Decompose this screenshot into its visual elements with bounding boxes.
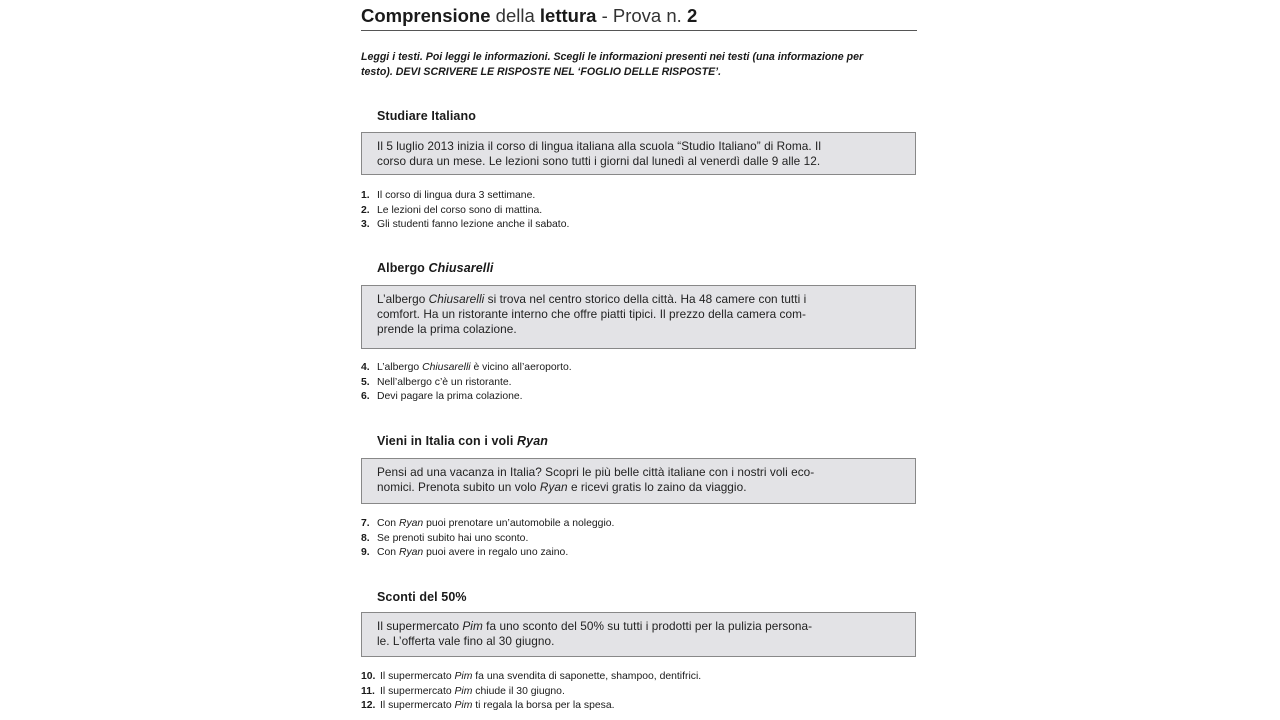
instructions-line-2: testo). DEVI SCRIVERE LE RISPOSTE NEL ‘FOGLIO DELLE RISPOSTE’.: [361, 66, 722, 78]
text-run-italic: Chiusarelli: [428, 292, 485, 306]
text-run-italic: Pim: [462, 619, 483, 633]
text-line: [377, 619, 901, 634]
statement-list: [361, 361, 916, 405]
statement-number: 3.: [361, 219, 370, 231]
text-run-italic: Ryan: [539, 480, 568, 494]
statement-number: 7.: [361, 518, 370, 529]
text-run-italic: Ryan: [398, 518, 424, 529]
statement-number: 4.: [361, 362, 370, 373]
statement-item: [361, 376, 916, 391]
reading-text-box: [361, 132, 916, 175]
title-word-della: della: [490, 5, 540, 26]
statement-text: [377, 361, 572, 376]
text-run: L’albergo: [377, 292, 429, 306]
section-title-italic: Ryan: [517, 434, 548, 448]
text-run: fa una svendita di saponette, shampoo, dentifrici.: [472, 671, 702, 682]
title-prova-number: 2: [686, 5, 698, 26]
text-run: e ricevi gratis lo zaino da viaggio.: [567, 480, 747, 494]
text-run: ti regala la borsa per la spesa.: [472, 700, 615, 712]
text-run: Il supermercato: [380, 700, 455, 712]
text-run: è vicino all’aeroporto.: [470, 362, 572, 373]
statement-item: [361, 361, 916, 376]
statement-text: [380, 699, 615, 714]
instructions-line-1: Leggi i testi. Poi leggi le informazioni. Scegli le informazioni presenti nei testi (una informazione per: [361, 51, 864, 63]
statement-text: [377, 546, 568, 561]
text-run-italic: Chiusarelli: [422, 362, 471, 373]
section-title: Sconti del 50%: [377, 590, 467, 604]
text-run-italic: Pim: [454, 700, 473, 712]
statement-list: [361, 189, 916, 233]
statement-item: [361, 670, 916, 685]
statement-item: [361, 204, 916, 219]
statement-item: [361, 546, 916, 561]
title-word-comprensione: Comprensione: [361, 5, 491, 26]
statement-text: [380, 670, 701, 685]
statement-item: [361, 532, 916, 547]
reading-text-box: [361, 458, 916, 504]
text-line: comfort. Ha un ristorante interno che offre piatti tipici. Il prezzo della camera com-: [377, 307, 806, 321]
text-run: L’albergo: [377, 362, 423, 373]
reading-text-box: [361, 612, 916, 657]
text-run: Il supermercato: [380, 671, 455, 682]
text-run-italic: Pim: [454, 671, 473, 682]
statement-number: 5.: [361, 376, 370, 388]
section-title: [377, 434, 548, 448]
statement-text: Le lezioni del corso sono di mattina.: [377, 204, 543, 216]
statement-text: Devi pagare la prima colazione.: [377, 391, 523, 403]
statement-number: 11.: [361, 685, 375, 697]
statement-item: [361, 390, 916, 405]
text-line: [377, 480, 901, 495]
statement-item: [361, 218, 916, 233]
title-prova-label: - Prova n.: [596, 5, 687, 26]
text-run: puoi avere in regalo uno zaino.: [423, 547, 569, 559]
section-title: [377, 261, 494, 275]
reading-text-box: [361, 285, 916, 349]
text-line: Il 5 luglio 2013 inizia il corso di lingua italiana alla scuola “Studio Italiano” di Roma. Il: [377, 139, 821, 153]
statement-text: Nell’albergo c’è un ristorante.: [377, 376, 512, 388]
text-line: Pensi ad una vacanza in Italia? Scopri le più belle città italiane con i nostri voli eco-: [377, 465, 815, 479]
text-run: Il supermercato: [380, 685, 455, 697]
statement-list: [361, 670, 916, 714]
instructions: [361, 50, 921, 80]
text-run: puoi prenotare un’automobile a noleggio.: [423, 518, 615, 529]
statement-text: Se prenoti subito hai uno sconto.: [377, 532, 529, 544]
text-run: nomici. Prenota subito un volo: [377, 480, 540, 494]
statement-number: 9.: [361, 547, 370, 559]
statement-number: 2.: [361, 204, 370, 216]
text-line: [377, 292, 901, 307]
text-run-italic: Ryan: [398, 547, 424, 559]
text-line: le. L’offerta vale fino al 30 giugno.: [377, 634, 555, 648]
text-run: Con: [377, 518, 399, 529]
statement-text: Il corso di lingua dura 3 settimane.: [377, 190, 536, 201]
page-title: [361, 4, 917, 31]
statement-text: [377, 517, 614, 532]
statement-number: 6.: [361, 391, 370, 403]
text-run-italic: Pim: [454, 685, 473, 697]
section-title-prefix: Albergo: [377, 261, 429, 275]
section-title-italic: Chiusarelli: [428, 261, 494, 275]
statement-item: [361, 517, 916, 532]
text-line: corso dura un mese. Le lezioni sono tutti i giorni dal lunedì al venerdì dalle 9 alle 12.: [377, 154, 821, 168]
text-run: Il supermercato: [377, 619, 463, 633]
statement-number: 1.: [361, 190, 370, 201]
statement-text: Gli studenti fanno lezione anche il sabato.: [377, 219, 570, 231]
section-title-prefix: Vieni in Italia con i voli: [377, 434, 518, 448]
statement-item: [361, 685, 916, 700]
statement-list: [361, 517, 916, 561]
statement-number: 8.: [361, 532, 370, 544]
text-run: Con: [377, 547, 399, 559]
text-line: prende la prima colazione.: [377, 322, 517, 336]
statement-text: [380, 685, 565, 700]
statement-item: [361, 699, 916, 714]
statement-item: [361, 189, 916, 204]
text-run: chiude il 30 giugno.: [472, 685, 565, 697]
section-title: Studiare Italiano: [377, 109, 476, 123]
statement-number: 10.: [361, 671, 376, 682]
statement-number: 12.: [361, 700, 376, 712]
text-run: fa uno sconto del 50% su tutti i prodotti per la pulizia persona-: [482, 619, 813, 633]
title-word-lettura: lettura: [539, 5, 597, 26]
text-run: si trova nel centro storico della città. Ha 48 camere con tutti i: [484, 292, 807, 306]
